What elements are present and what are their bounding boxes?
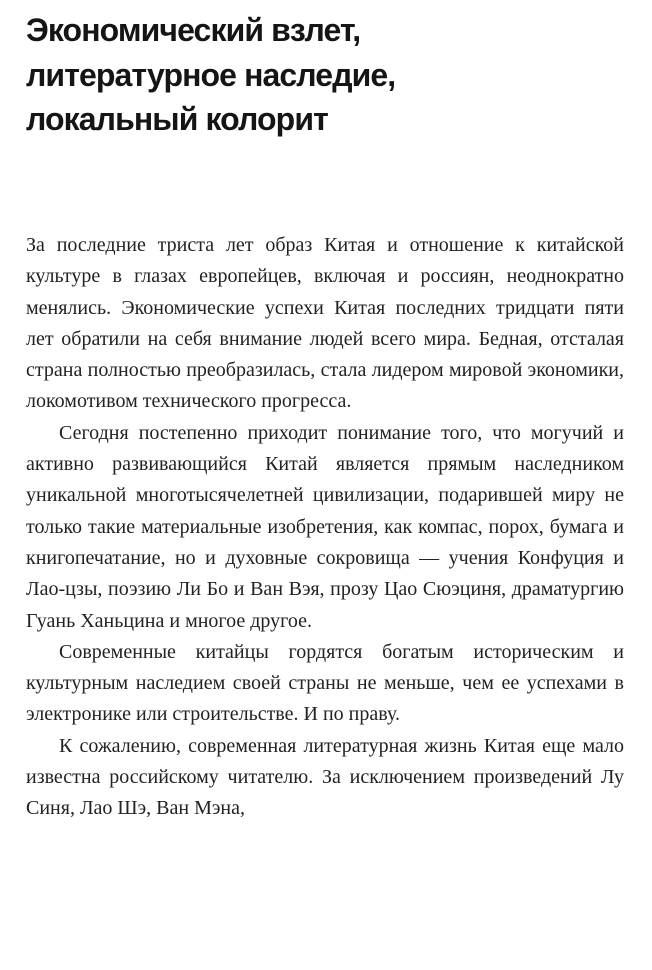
paragraph-1: За последние триста лет образ Китая и отношение к китайской культуре в глазах европейцев, включая и россиян, неоднократно менялись. Экономические успехи Китая последних тридцати пяти лет обратили на себя внимание людей всего мира. Бедная, отсталая страна полностью преобразилась, стала лидером мировой экономики, локомотивом технического прогресса. xyxy=(26,234,624,413)
paragraph-3: Современные китайцы гордятся богатым историческим и культурным наследием своей страны не меньше, чем ее успехами в электронике или строительстве. И по праву. xyxy=(26,640,624,726)
book-page xyxy=(26,8,624,820)
paragraph-4: К сожалению, современная литературная жизнь Китая еще мало известна российскому читателю. За исключением произведений Лу Синя, Лао Шэ, Ван Мэна, xyxy=(26,734,624,820)
paragraph-2: Сегодня постепенно приходит понимание того, что могучий и активно развивающийся Китай является прямым наследником уникальной многотысячелетней цивилизации, подарившей миру не только такие материальные изобретения, как компас, порох, бумага и книгопечатание, но и духовные сокровища — учения Конфуция и Лао-цзы, поэзию Ли Бо и Ван Вэя, прозу Цао Сюэциня, драматургию Гуань Ханьцина и многое другое. xyxy=(26,421,624,632)
chapter-heading xyxy=(26,8,624,142)
heading-line-2: литературное наследие, xyxy=(26,56,396,93)
heading-line-3: локальный колорит xyxy=(26,101,328,137)
chapter-body xyxy=(26,230,624,825)
heading-line-1: Экономический взлет, xyxy=(26,12,361,48)
